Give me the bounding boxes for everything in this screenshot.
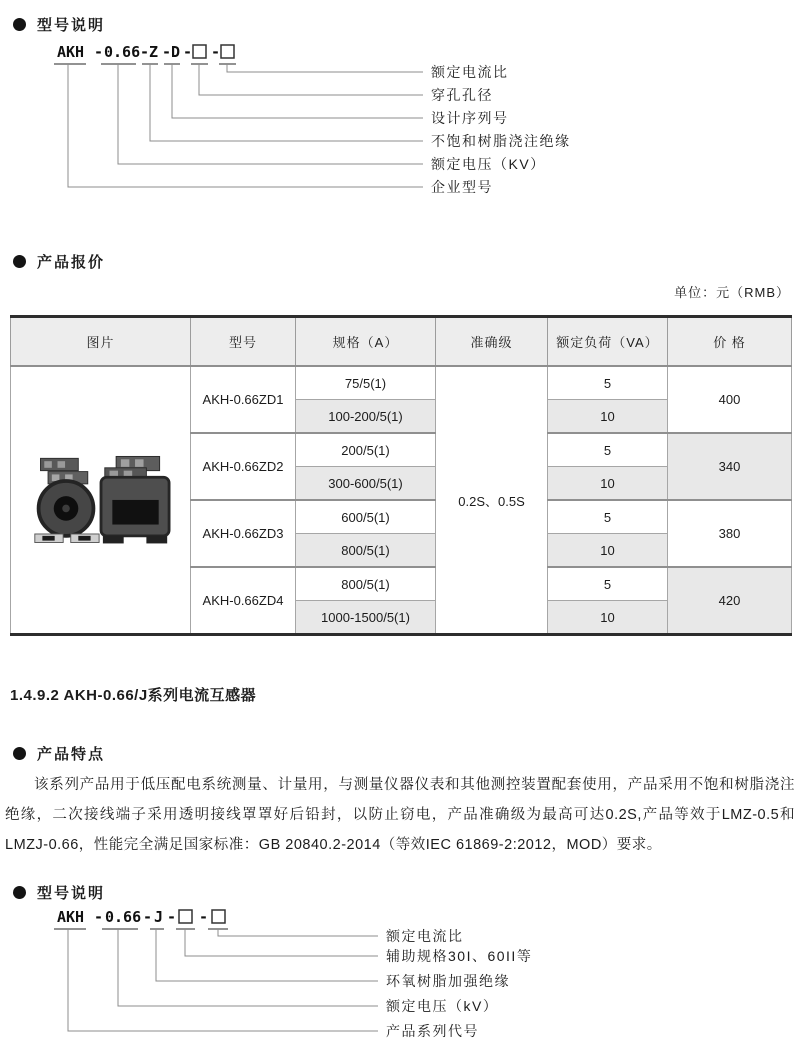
diagram-label-epoxy-insulation: 环氧树脂加强绝缘 bbox=[386, 973, 510, 989]
bullet-icon bbox=[13, 886, 26, 899]
table-header-row bbox=[11, 317, 792, 367]
model-cell: AKH-0.66ZD1 bbox=[191, 366, 296, 433]
diagram-label-hole-diameter: 穿孔孔径 bbox=[431, 87, 493, 103]
model-code-d: -D bbox=[162, 43, 181, 61]
model-code-sep: - bbox=[167, 908, 177, 926]
placeholder-box-icon bbox=[212, 910, 225, 923]
model-code-voltage: 0.66 bbox=[105, 908, 142, 926]
spec-cell: 800/5(1) bbox=[296, 567, 436, 601]
bullet-icon bbox=[13, 255, 26, 268]
diagram-label-design-serial: 设计序列号 bbox=[431, 110, 509, 126]
price-cell: 380 bbox=[668, 500, 792, 567]
model-code-sep: - bbox=[143, 908, 153, 926]
spec-cell: 600/5(1) bbox=[296, 500, 436, 534]
features-paragraph: 该系列产品用于低压配电系统测量、计量用，与测量仪器仪表和其他测控装置配套使用，产品采用不饱和树脂浇注绝缘，二次接线端子采用透明接线罩罩好后铅封，以防止窃电，产品准确级为最高可达0.2S,产品等效于LMZ-0.5和LMZJ-0.66，性能完全满足国家标准：GB 20840.2-2014（等效IEC 61869-2:2012，MOD）要求。 bbox=[5, 777, 795, 853]
placeholder-box-icon bbox=[179, 910, 192, 923]
unit-note: 单位：元（RMB） bbox=[674, 285, 790, 300]
diagram-label-enterprise-model: 企业型号 bbox=[431, 179, 493, 195]
va-cell: 5 bbox=[548, 567, 668, 601]
section-header-model-desc-1 bbox=[13, 14, 800, 35]
placeholder-box-icon bbox=[193, 45, 206, 58]
diagram-label-aux-spec: 辅助规格30I、60II等 bbox=[386, 948, 533, 964]
bullet-icon bbox=[13, 747, 26, 760]
section-title: 型号说明 bbox=[37, 885, 106, 902]
model-code-sep: - bbox=[94, 908, 104, 926]
spec-cell: 1000-1500/5(1) bbox=[296, 601, 436, 635]
va-cell: 10 bbox=[548, 400, 668, 434]
spec-cell: 800/5(1) bbox=[296, 534, 436, 568]
spec-cell: 100-200/5(1) bbox=[296, 400, 436, 434]
placeholder-box-icon bbox=[221, 45, 234, 58]
spec-cell: 75/5(1) bbox=[296, 366, 436, 400]
section-title: 产品报价 bbox=[37, 254, 106, 271]
diagram-label-resin-insulation: 不饱和树脂浇注绝缘 bbox=[431, 133, 571, 149]
section-title: 产品特点 bbox=[37, 746, 106, 763]
va-cell: 5 bbox=[548, 366, 668, 400]
diagram-label-rated-voltage: 额定电压（kV） bbox=[386, 998, 499, 1014]
model-code-j: J bbox=[154, 908, 164, 926]
model-code-sep: - bbox=[211, 43, 221, 61]
model-code-prefix: AKH bbox=[57, 43, 85, 61]
series-heading: 1.4.9.2 AKH-0.66/J系列电流互感器 bbox=[10, 687, 257, 704]
model-cell: AKH-0.66ZD3 bbox=[191, 500, 296, 567]
pricing-table bbox=[10, 315, 792, 636]
model-code-prefix: AKH bbox=[57, 908, 85, 926]
va-cell: 5 bbox=[548, 500, 668, 534]
va-cell: 5 bbox=[548, 433, 668, 467]
spec-cell: 300-600/5(1) bbox=[296, 467, 436, 501]
col-header-model: 型号 bbox=[191, 317, 296, 367]
diagram-label-rated-voltage: 额定电压（KV） bbox=[431, 156, 546, 172]
diagram-label-rated-current-ratio: 额定电流比 bbox=[431, 64, 509, 80]
section-title: 型号说明 bbox=[37, 17, 106, 34]
va-cell: 10 bbox=[548, 467, 668, 501]
col-header-load: 额定负荷（VA） bbox=[548, 317, 668, 367]
col-header-accuracy: 准确级 bbox=[436, 317, 548, 367]
model-diagram-akh-066-j bbox=[10, 908, 790, 1050]
model-cell: AKH-0.66ZD2 bbox=[191, 433, 296, 500]
va-cell: 10 bbox=[548, 601, 668, 635]
col-header-price: 价 格 bbox=[668, 317, 792, 367]
col-header-photo: 图片 bbox=[11, 317, 191, 367]
model-code-sep: - bbox=[183, 43, 193, 61]
section-header-pricing bbox=[13, 251, 800, 272]
diagram-label-rated-current-ratio: 额定电流比 bbox=[386, 928, 464, 944]
accuracy-cell: 0.2S、0.5S bbox=[436, 366, 548, 635]
product-photo bbox=[25, 447, 177, 551]
product-photo-cell bbox=[11, 366, 191, 635]
model-code-voltage: 0.66 bbox=[104, 43, 141, 61]
va-cell: 10 bbox=[548, 534, 668, 568]
section-header-features bbox=[13, 743, 800, 764]
bullet-icon bbox=[13, 18, 26, 31]
price-cell: 400 bbox=[668, 366, 792, 433]
model-cell: AKH-0.66ZD4 bbox=[191, 567, 296, 635]
model-code-sep: - bbox=[94, 43, 104, 61]
table-row bbox=[11, 366, 792, 400]
price-cell: 340 bbox=[668, 433, 792, 500]
price-cell: 420 bbox=[668, 567, 792, 635]
model-code-z: -Z bbox=[140, 43, 159, 61]
col-header-spec: 规格（A） bbox=[296, 317, 436, 367]
model-code-sep: - bbox=[199, 908, 209, 926]
diagram-label-series-code: 产品系列代号 bbox=[386, 1023, 479, 1039]
section-header-model-desc-2 bbox=[13, 882, 800, 903]
model-diagram-akh-066-zd bbox=[10, 39, 790, 206]
spec-cell: 200/5(1) bbox=[296, 433, 436, 467]
